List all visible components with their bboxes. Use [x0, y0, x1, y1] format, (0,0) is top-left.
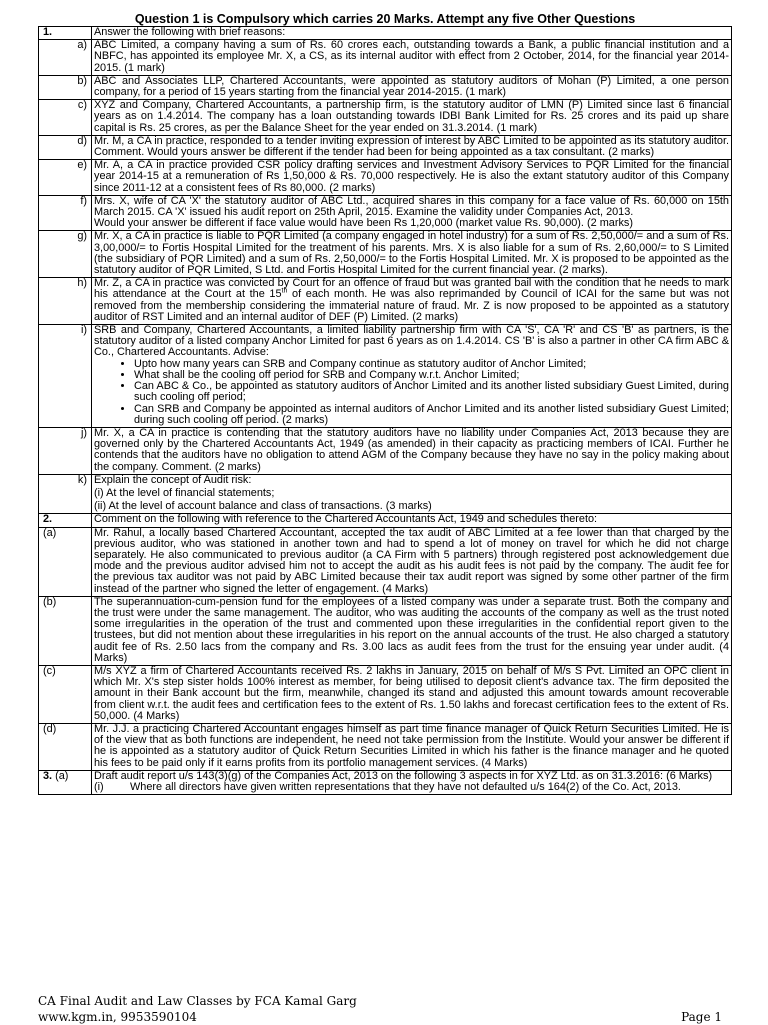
question-text: [92, 278, 732, 325]
question-followup: Would your answer be different if face value would have been Rs 1,20,000 (market value Rs. 90,000). (2 marks): [94, 217, 633, 230]
question-label: g): [39, 231, 92, 278]
question-text: [92, 325, 732, 428]
question-label: b): [39, 75, 92, 99]
question-text-part: Mr. Z, a CA in practice was convicted by Court for an offence of fraud but was granted bail with the condition that he needs to mark his attendance at the Court at the 15: [94, 277, 729, 301]
question-body: ABC and Associates LLP, Chartered Accountants, were appointed as statutory auditors of Mohan (P) Limited, a one person company, for a period of 15 years starting from the financial year 2014-2015. (1 mark): [94, 75, 729, 99]
list-item: • Can SRB and Company be appointed as internal auditors of Anchor Limited and its another listed subsidiary Guest Limited; during such cooling off period. (2 marks): [134, 404, 729, 426]
sub-point-label: (i): [94, 781, 104, 793]
advise-list: [94, 359, 729, 426]
question-label: (c): [39, 665, 92, 723]
page-footer: [38, 993, 732, 1025]
question-body: Mr. Rahul, a locally based Chartered Accountant, accepted the tax audit of ABC Limited at a fee lower than that charged by the previous auditor, who was stationed in another town and had to spend a lot of money on travel for which he did not charge separately. He also communicated to previous auditor (a CA Firm with 5 partners) through registered post acknowledgement due mode and the previous auditor advised him not to accept the audit as his audit fees is not paid by the company. The audit fee for the previous tax auditor was not paid by ABC Limited because their tax audit report was signed by some other partner of the firm instead of the partner who signed the letter of engagement. (4 Marks): [94, 527, 729, 595]
question-row: [39, 135, 732, 159]
question-text: [92, 135, 732, 159]
question-body: Answer the following with brief reasons:: [94, 26, 286, 38]
question-row: [39, 40, 732, 76]
list-item: • What shall be the cooling off period for SRB and Company w.r.t. Anchor Limited;: [134, 370, 729, 381]
question-label: j): [39, 427, 92, 474]
question-label: f): [39, 195, 92, 231]
question-body: Mr. X, a CA in practice is contending that the statutory auditors have no liability under Companies Act, 2013 because they are governed only by the Chartered Accountants Act, 1949 (as amended) in their capacity as practicing members of ICAI. Further he contends that the auditors have no obligation to attend AGM of the Company because they have no say in the policy making about the company. Comment. (2 marks): [94, 427, 729, 473]
question-text: [92, 160, 732, 196]
question-body: M/s XYZ a firm of Chartered Accountants received Rs. 2 lakhs in January, 2015 on behalf of M/s S Pvt. Limited an OPC client in which Mr. X's step sister holds 100% interest as member, for being utilised to deposit client's advance tax. The firm deposited the amount in their Bank account but the firm, meanwhile, changed its stand and adjusted this amount towards amount recoverable from client w.r.t. the audit fees and certification fees to the extent of Rs. 1.50 lakhs and forecast certification fees to the extent of Rs. 50,000. (4 Marks): [94, 665, 729, 722]
question-sub-label: (a): [52, 770, 69, 782]
question-row: [39, 160, 732, 196]
question-text: [92, 195, 732, 231]
question-label: c): [39, 100, 92, 136]
question-label: k): [39, 474, 92, 514]
question-body: Comment on the following with reference to the Chartered Accountants Act, 1949 and schedules thereto:: [94, 513, 598, 526]
question-label: a): [39, 40, 92, 76]
sub-point-text: Where all directors have given written representations that they have not defaulted u/s 164(2) of the Co. Act, 2013.: [130, 781, 681, 793]
question-body: Mr. A, a CA in practice provided CSR policy drafting services and Investment Advisory Services to PQR Limited for the financial year 2014-15 at a remuneration of Rs 1,50,000 & Rs. 70,000 respectively. He is also the extant statutory auditor of this Company since 2011-12 at a consistent fees of Rs 80,000. (2 marks): [94, 159, 729, 194]
question-label: d): [39, 135, 92, 159]
footer-line-1: CA Final Audit and Law Classes by FCA Kamal Garg: [38, 994, 357, 1008]
question-label: [39, 770, 92, 794]
question-body: Explain the concept of Audit risk:: [94, 474, 252, 486]
question-text: [92, 723, 732, 770]
question-text: [92, 427, 732, 474]
question-label: e): [39, 160, 92, 196]
question-text: [92, 40, 732, 76]
question-row: [39, 770, 732, 794]
question-body: Mrs. X, wife of CA 'X' the statutory auditor of ABC Ltd., acquired shares in this company for a face value of Rs. 60,000 on 15th March 2015. CA 'X' issued his audit report on 25th April, 2015. Examine the validity under Companies Act, 2013.: [94, 195, 729, 219]
question-number: 3.: [43, 770, 53, 782]
question-text: [92, 514, 732, 527]
question-body: Mr. M, a CA in practice, responded to a tender inviting expression of interest by ABC Limited to be appointed as its statutory auditor. Comment. Would yours answer be different if the tender had been for being appointed as a tax consultant. (2 marks): [94, 135, 729, 159]
question-row: [39, 723, 732, 770]
question-row: [39, 665, 732, 723]
sub-point: [94, 782, 729, 793]
question-text: [92, 75, 732, 99]
question-label: h): [39, 278, 92, 325]
superscript: th: [281, 287, 288, 295]
sub-point: (i) At the level of financial statements;: [94, 486, 275, 499]
question-row: [39, 195, 732, 231]
sub-point: (ii) At the level of account balance and class of transactions. (3 marks): [94, 500, 432, 513]
page-heading: Question 1 is Compulsory which carries 20 Marks. Attempt any five Other Questions: [134, 12, 636, 26]
question-text: [92, 100, 732, 136]
list-item: • Can ABC & Co., be appointed as statutory auditors of Anchor Limited and its another listed subsidiary Guest Limited, during such cooling off period;: [134, 381, 729, 403]
question-paper: [38, 12, 732, 795]
question-label: (d): [39, 723, 92, 770]
question-body: Mr. J.J. a practicing Chartered Accountant engages himself as part time finance manager of Quick Return Securities Limited. He is of the view that as both functions are independent, he need not take permission from the Institute. Would your answer be different if he is appointed as a statutory auditor of Quick Return Securities Limited in which his father is the finance manager and he quoted his fees to be paid only if it earns profits from its portfolio management services. (4 Marks): [94, 723, 729, 769]
page-number: Page 1: [681, 1010, 722, 1024]
question-row: [39, 427, 732, 474]
question-text: [92, 231, 732, 278]
question-label: i): [39, 325, 92, 428]
question-text: [92, 474, 732, 514]
question-row: [39, 100, 732, 136]
question-text: [92, 665, 732, 723]
question-row: [39, 514, 732, 527]
question-row: [39, 325, 732, 428]
question-row: [39, 75, 732, 99]
question-body: SRB and Company, Chartered Accountants, a limited liability partnership firm with CA 'S', CA 'R' and CS 'B' as partners, is the statutory auditor of a listed company Anchor Limited for past 6 years as on 1.4.2014. CS 'B' is also a partner in other CA firm ABC & Co., Chartered Accountants. Advise:: [94, 324, 729, 359]
question-label: (a): [39, 527, 92, 596]
question-text: [92, 596, 732, 665]
question-row: [39, 474, 732, 514]
question-body: Mr. X, a CA in practice is liable to PQR Limited (a company engaged in hotel industry) for a sum of Rs. 2,50,000/= and a sum of Rs. 3,00,000/= to Fortis Hospital Limited for the treatment of his parents. Mrs. X is also liable for a sum of Rs. 2,60,000/= to S Limited (the subsidiary of PQR Limited) and a sum of Rs. 2,50,000/= to the Fortis Hospital Limited. Mr. X is proposed to be appointed as the statutory auditor of PQR Limited, S Ltd. and Fortis Hospital Limited for the current financial year. (2 marks).: [94, 230, 729, 277]
question-body: Draft audit report u/s 143(3)(g) of the Companies Act, 2013 on the following 3 aspects in for XYZ Ltd. as on 31.3.2016: (6 Marks): [94, 770, 713, 782]
footer-line-2: www.kgm.in, 9953590104: [38, 1010, 197, 1024]
question-body: The superannuation-cum-pension fund for the employees of a listed company was under a separate trust. Both the company and the trust were under the same management. The auditor, who was auditing the accounts of the company as well as the trust noted some irregularities in the operation of the trust and commented upon these irregularities in the confidential report given to the trustees, but did not mention about these irregularities in his report on the annual accounts of the trust. He also charged a statutory audit fee of Rs. 2.50 lacs from the company and Rs. 3.00 lacs as audit fees from the trust for the ensuing year under audit. (4 Marks): [94, 596, 729, 664]
question-row: [39, 231, 732, 278]
question-row: [39, 27, 732, 40]
question-text-part: of each month. He was also reprimanded by Council of ICAI for the same but was not removed from the membership considering the immaterial nature of fraud. Mr. Z is now proposed to be appointed as a statutory auditor of RST Limited and an internal auditor of DEF (P) Limited. (2 marks): [94, 288, 730, 323]
questions-table: [38, 26, 732, 795]
list-item: • Upto how many years can SRB and Company continue as statutory auditor of Anchor Limited;: [134, 359, 729, 370]
question-row: [39, 596, 732, 665]
question-text: [92, 527, 732, 596]
question-label: (b): [39, 596, 92, 665]
question-row: [39, 527, 732, 596]
question-text: [92, 27, 732, 40]
question-label: 1.: [39, 27, 92, 40]
question-body: XYZ and Company, Chartered Accountants, a partnership firm, is the statutory auditor of LMN (P) Limited since last 6 financial years as on 1.4.2014. The company has a loan outstanding towards IDBI Bank Limited for Rs. 25 crores and its paid up share capital is Rs. 25 crores, as per the Balance Sheet for the year ended on 31.3.2014. (1 mark): [94, 99, 729, 134]
question-row: [39, 278, 732, 325]
question-label: 2.: [39, 514, 92, 527]
question-body: ABC Limited, a company having a sum of Rs. 60 crores each, outstanding towards a Bank, a public financial institution and a NBFC, has appointed its employee Mr. X, a CS, as its internal auditor with effect from 2 October, 2014, for the financial year 2014-2015. (1 mark): [94, 39, 729, 74]
question-text: [92, 770, 732, 794]
